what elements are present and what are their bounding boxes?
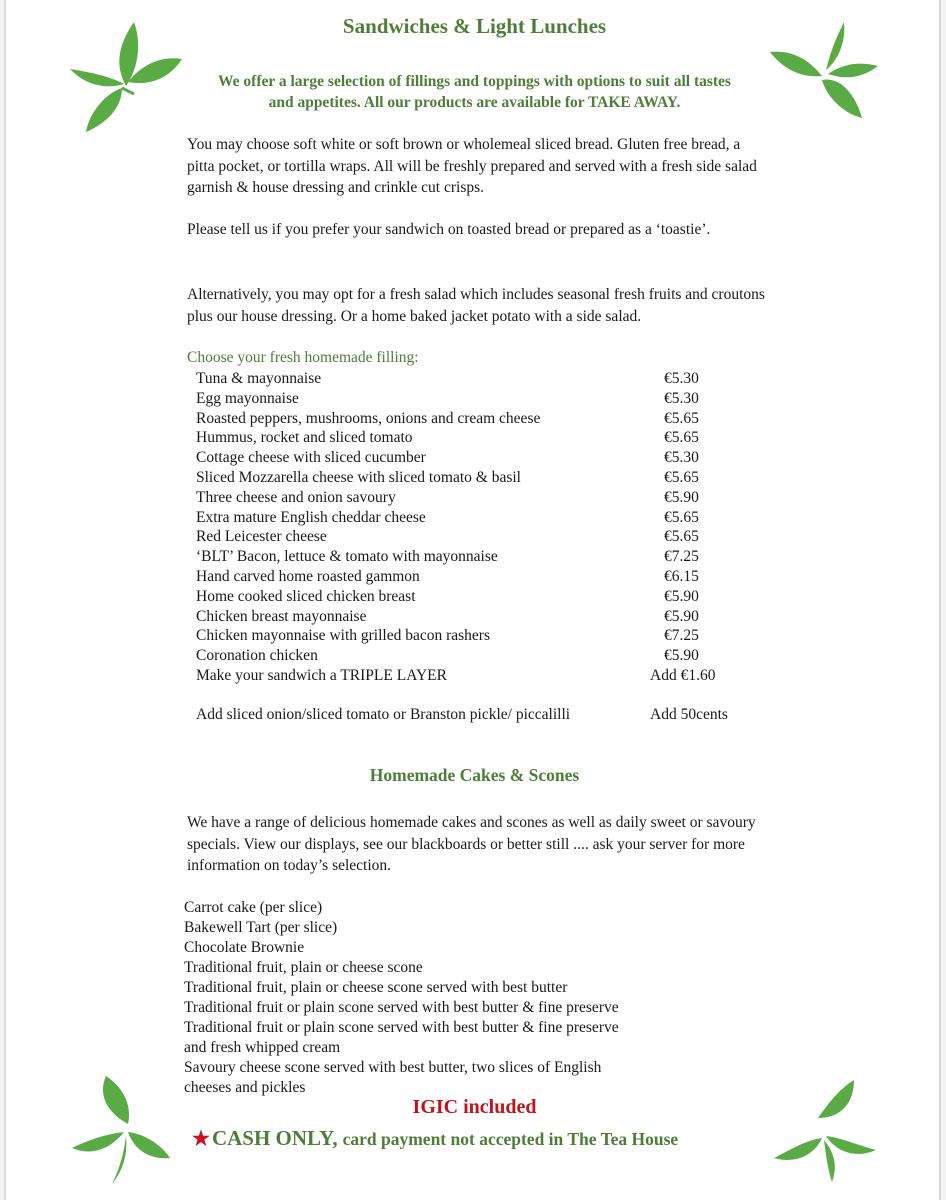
item-name: Red Leicester cheese <box>196 528 327 546</box>
item-price: €5.90 <box>664 587 699 605</box>
tax-note: IGIC included <box>412 1096 537 1118</box>
list-item <box>196 488 736 508</box>
list-item: Traditional fruit or plain scone served with best butter & fine preserve <box>184 1019 619 1036</box>
item-name: Make your sandwich a TRIPLE LAYER <box>196 666 447 684</box>
item-price: €5.90 <box>664 488 699 506</box>
intro-line-1: We offer a large selection of fillings and toppings with options to suit all tastes <box>218 73 731 90</box>
item-name: Chicken mayonnaise with grilled bacon rashers <box>196 627 490 645</box>
item-price: €5.65 <box>664 508 699 526</box>
tea-leaf-icon <box>66 1072 186 1192</box>
triple-layer-option <box>196 666 736 686</box>
list-item <box>196 468 736 488</box>
list-item: Traditional fruit or plain scone served with best butter & fine preserve <box>184 999 619 1016</box>
list-item: Carrot cake (per slice) <box>184 899 323 916</box>
payment-notice <box>192 1126 678 1151</box>
item-name: Roasted peppers, mushrooms, onions and cream cheese <box>196 409 541 427</box>
list-item: Traditional fruit, plain or cheese scone <box>184 959 423 976</box>
item-price: €5.65 <box>664 468 699 486</box>
item-price: Add €1.60 <box>650 666 716 684</box>
page-title: Sandwiches & Light Lunches <box>342 14 607 38</box>
item-price: €7.25 <box>664 548 699 566</box>
tea-leaf-icon <box>768 1074 888 1194</box>
toastie-paragraph: Please tell us if you prefer your sandwich on toasted bread or prepared as a ‘toastie’. <box>187 221 711 238</box>
item-name: Tuna & mayonnaise <box>196 370 322 387</box>
menu-page <box>4 0 941 1200</box>
fillings-list <box>196 369 736 686</box>
item-price: €5.30 <box>664 389 699 407</box>
list-item: Bakewell Tart (per slice) <box>184 919 338 936</box>
item-price: €7.25 <box>664 627 699 645</box>
cash-only-label: CASH ONLY, <box>211 1126 338 1150</box>
list-item <box>196 428 736 448</box>
list-item: and fresh whipped cream <box>184 1039 341 1056</box>
item-name: Sliced Mozzarella cheese with sliced tomato & basil <box>196 468 521 486</box>
cakes-section-title: Homemade Cakes & Scones <box>369 765 580 785</box>
star-icon: ★ <box>192 1128 210 1150</box>
item-name: Chicken breast mayonnaise <box>196 607 367 625</box>
intro-line-2: and appetites. All our products are available for TAKE AWAY. <box>268 94 681 111</box>
list-item <box>196 389 736 409</box>
item-price: €5.30 <box>664 449 699 467</box>
item-price: €6.15 <box>664 567 699 585</box>
item-price: Add 50cents <box>650 706 728 723</box>
list-item <box>196 646 736 666</box>
cakes-description: We have a range of delicious homemade cakes and scones as well as daily sweet or savoury specials. View our displays, see our blackboards or better still .... ask your server for more information on today’s selection. <box>187 814 756 874</box>
item-name: Three cheese and onion savoury <box>196 488 396 506</box>
extra-toppings-option <box>196 706 736 724</box>
item-name: Add sliced onion/sliced tomato or Branston pickle/ piccalilli <box>196 706 571 723</box>
item-price: €5.30 <box>664 370 699 387</box>
list-item <box>196 508 736 528</box>
item-name: Cottage cheese with sliced cucumber <box>196 449 426 467</box>
list-item <box>196 409 736 429</box>
list-item <box>196 567 736 587</box>
list-item: Savoury cheese scone served with best butter, two slices of English <box>184 1059 602 1076</box>
item-price: €5.65 <box>664 409 699 427</box>
item-name: Egg mayonnaise <box>196 389 299 407</box>
list-item <box>196 547 736 567</box>
list-item <box>196 448 736 468</box>
list-item <box>196 607 736 627</box>
list-item <box>196 369 736 389</box>
cakes-list <box>184 898 619 1098</box>
item-name: Home cooked sliced chicken breast <box>196 587 416 605</box>
item-name: ‘BLT’ Bacon, lettuce & tomato with mayonnaise <box>196 548 498 566</box>
bread-options-paragraph: You may choose soft white or soft brown or wholemeal sliced bread. Gluten free bread, a pitta pocket, or tortilla wraps. All will be freshly prepared and served with a fresh side salad garnish & house dressing and crinkle cut crisps. <box>187 136 757 196</box>
list-item: Traditional fruit, plain or cheese scone served with best butter <box>184 979 568 996</box>
item-name: Coronation chicken <box>196 647 318 665</box>
item-name: Hand carved home roasted gammon <box>196 567 420 585</box>
list-item <box>196 626 736 646</box>
list-item: cheeses and pickles <box>184 1079 306 1096</box>
list-item: Chocolate Brownie <box>184 939 305 956</box>
item-name: Hummus, rocket and sliced tomato <box>196 429 413 447</box>
item-price: €5.65 <box>664 429 699 447</box>
salad-paragraph: Alternatively, you may opt for a fresh salad which includes seasonal fresh fruits and croutons plus our house dressing. Or a home baked jacket potato with a side salad. <box>187 286 765 325</box>
card-note: card payment not accepted in The Tea House <box>342 1129 679 1149</box>
list-item <box>196 587 736 607</box>
item-price: €5.65 <box>664 528 699 546</box>
fillings-label: Choose your fresh homemade filling: <box>187 349 419 366</box>
item-name: Extra mature English cheddar cheese <box>196 508 426 526</box>
item-price: €5.90 <box>664 607 699 625</box>
list-item <box>196 527 736 547</box>
item-price: €5.90 <box>664 647 699 665</box>
